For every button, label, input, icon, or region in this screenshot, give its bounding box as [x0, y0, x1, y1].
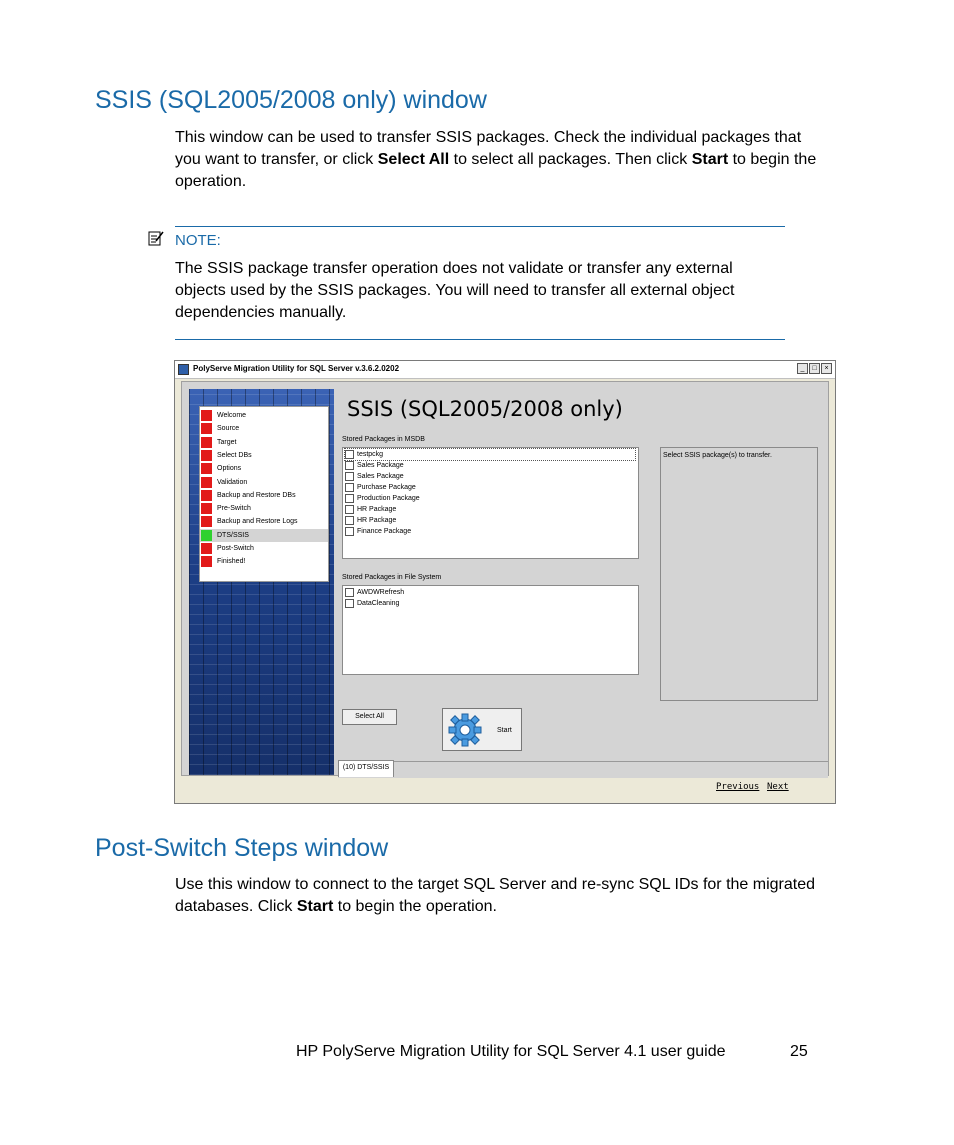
page-number: 25	[790, 1043, 808, 1060]
step-status-indicator	[201, 516, 212, 527]
window-titlebar	[175, 361, 835, 379]
maximize-icon[interactable]: □	[809, 363, 820, 374]
note-top-rule	[175, 226, 785, 227]
fs-label: Stored Packages in File System	[342, 574, 442, 581]
step-label: Source	[217, 425, 240, 433]
wizard-step[interactable]	[200, 476, 328, 489]
tab-dts-ssis[interactable]: (10) DTS/SSIS	[338, 760, 394, 777]
package-item[interactable]	[345, 526, 635, 537]
step-label: Backup and Restore Logs	[217, 518, 298, 526]
note-label: NOTE:	[175, 232, 221, 249]
package-name: Sales Package	[357, 462, 404, 469]
package-name: Purchase Package	[357, 484, 416, 491]
close-icon[interactable]: ×	[821, 363, 832, 374]
wizard-step[interactable]	[200, 409, 328, 422]
package-item[interactable]	[345, 504, 635, 515]
package-name: Production Package	[357, 495, 420, 502]
wizard-step[interactable]	[200, 449, 328, 462]
tab-strip	[338, 761, 828, 778]
package-name: Finance Package	[357, 528, 412, 535]
step-status-indicator	[201, 463, 212, 474]
package-item[interactable]	[345, 471, 635, 482]
wizard-step[interactable]	[200, 555, 328, 568]
step-label: Finished!	[217, 558, 246, 566]
step-label: Post-Switch	[217, 545, 254, 552]
package-checkbox[interactable]	[345, 461, 354, 470]
app-icon	[178, 364, 189, 375]
ssis-bold-select-all: Select All	[377, 151, 450, 168]
step-status-indicator	[201, 437, 212, 448]
screenshot-window	[174, 360, 836, 804]
previous-link[interactable]: Previous	[716, 782, 760, 792]
start-button-label: Start	[497, 727, 512, 734]
note-icon	[148, 230, 164, 246]
step-label: Backup and Restore DBs	[217, 491, 296, 499]
step-label: DTS/SSIS	[217, 531, 249, 539]
ssis-text-1: This window can be used to transfer SSIS packages. Check the individual packages that you want to transfer, or click	[175, 129, 802, 168]
description-text: Select SSIS package(s) to transfer.	[663, 452, 772, 459]
package-checkbox[interactable]	[345, 450, 354, 459]
step-status-indicator	[201, 556, 212, 567]
package-item[interactable]	[345, 482, 635, 493]
step-status-indicator	[201, 530, 212, 541]
wizard-step[interactable]	[200, 502, 328, 515]
step-status-indicator	[201, 423, 212, 434]
minimize-icon[interactable]: _	[797, 363, 808, 374]
wizard-step[interactable]	[200, 462, 328, 475]
package-name: HR Package	[357, 506, 397, 513]
step-status-indicator	[201, 543, 212, 554]
ssis-bold-start: Start	[691, 151, 729, 168]
wizard-step[interactable]	[200, 515, 328, 528]
package-name: HR Package	[357, 517, 397, 524]
step-label: Options	[217, 465, 242, 473]
package-item[interactable]	[345, 598, 635, 609]
panel-title: SSIS (SQL2005/2008 only)	[347, 397, 623, 421]
post-switch-text-2: to begin the operation.	[333, 898, 497, 915]
ssis-description	[175, 127, 825, 193]
step-label: Target	[217, 438, 237, 446]
footer-title: HP PolyServe Migration Utility for SQL Server 4.1 user guide	[296, 1043, 726, 1060]
package-checkbox[interactable]	[345, 527, 354, 536]
ssis-text-3: to begin the operation.	[175, 151, 817, 190]
post-switch-text-1: Use this window to connect to the target SQL Server and re-sync SQL IDs for the migrated databases. Click	[175, 876, 815, 915]
package-checkbox[interactable]	[345, 516, 354, 525]
note-bottom-rule	[175, 339, 785, 340]
package-item[interactable]	[345, 587, 635, 598]
package-item[interactable]	[345, 460, 635, 471]
package-name: Sales Package	[357, 473, 404, 480]
package-checkbox[interactable]	[345, 588, 354, 597]
step-status-indicator	[201, 477, 212, 488]
package-checkbox[interactable]	[345, 599, 354, 608]
wizard-step[interactable]	[200, 436, 328, 449]
section-heading-post-switch: Post-Switch Steps window	[95, 834, 389, 862]
wizard-step[interactable]	[200, 529, 328, 542]
next-link[interactable]: Next	[767, 782, 789, 792]
package-item[interactable]	[345, 449, 635, 460]
wizard-steps-list	[199, 406, 329, 582]
note-text: The SSIS package transfer operation does not validate or transfer any external objects used by the SSIS packages. You will need to transfer all external object dependencies manually.	[175, 260, 735, 321]
step-label: Welcome	[217, 412, 247, 419]
wizard-step[interactable]	[200, 542, 328, 555]
post-switch-bold-start: Start	[296, 898, 334, 915]
package-name: AWDWRefresh	[357, 589, 405, 596]
wizard-step[interactable]	[200, 422, 328, 435]
package-checkbox[interactable]	[345, 494, 354, 503]
package-checkbox[interactable]	[345, 472, 354, 481]
post-switch-description	[175, 874, 815, 918]
package-checkbox[interactable]	[345, 505, 354, 514]
description-box	[660, 447, 818, 701]
msdb-label: Stored Packages in MSDB	[342, 436, 425, 443]
wizard-step[interactable]	[200, 489, 328, 502]
step-label: Validation	[217, 478, 248, 486]
section-heading-ssis: SSIS (SQL2005/2008 only) window	[95, 86, 487, 114]
step-label: Select DBs	[217, 451, 252, 459]
step-status-indicator	[201, 490, 212, 501]
step-status-indicator	[201, 410, 212, 421]
wizard-body	[181, 381, 829, 776]
msdb-package-list[interactable]	[342, 447, 639, 559]
window-title: PolyServe Migration Utility for SQL Server v.3.6.2.0202	[193, 364, 400, 373]
fs-package-list[interactable]	[342, 585, 639, 675]
step-label: Pre-Switch	[217, 505, 251, 513]
start-button[interactable]	[442, 708, 522, 751]
package-item[interactable]	[345, 493, 635, 504]
package-name: DataCleaning	[357, 600, 400, 607]
package-name: testpckg	[357, 451, 384, 458]
step-status-indicator	[201, 450, 212, 461]
gear-icon	[447, 712, 483, 748]
package-item[interactable]	[345, 515, 635, 526]
select-all-button[interactable]: Select All	[342, 709, 397, 725]
package-checkbox[interactable]	[345, 483, 354, 492]
step-status-indicator	[201, 503, 212, 514]
ssis-text-2: to select all packages. Then click	[449, 151, 692, 168]
